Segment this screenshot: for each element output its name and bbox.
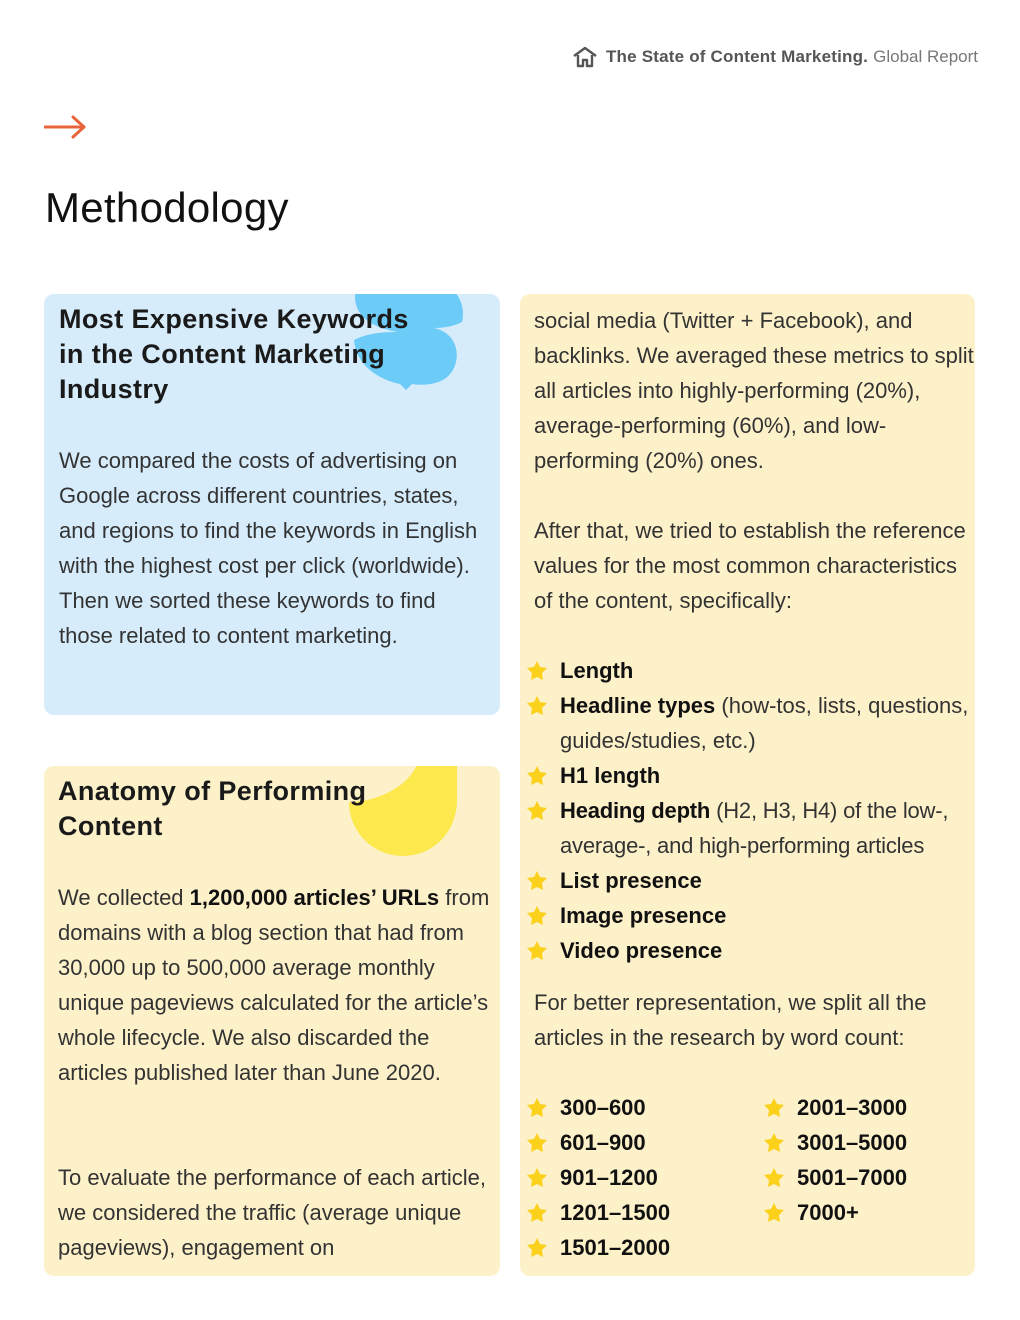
star-bullet-icon bbox=[763, 1168, 785, 1188]
word-count-column-left bbox=[520, 1090, 750, 1265]
star-bullet-icon bbox=[526, 696, 548, 716]
star-bullet-icon bbox=[526, 1203, 548, 1223]
anatomy-card bbox=[44, 766, 500, 1276]
keywords-body: We compared the costs of advertising on Google across different countries, states, and regions to find the keywords in English with the highest cost per click (worldwide). Then we sorted these keywords to find those related to content marketing. bbox=[59, 448, 478, 648]
word-count-column-right bbox=[757, 1090, 975, 1230]
list-item: 3001–5000 bbox=[757, 1125, 975, 1160]
list-item: List presence bbox=[520, 863, 975, 898]
methodology-details-card bbox=[520, 294, 975, 1276]
list-item: 300–600 bbox=[520, 1090, 750, 1125]
list-item: Image presence bbox=[520, 898, 975, 933]
home-icon bbox=[572, 46, 598, 68]
metrics-paragraph: social media (Twitter + Facebook), and backlinks. We averaged these metrics to split all articles into highly-performing (20%), average-performing (60%), and low-performing (20%) ones. bbox=[534, 308, 974, 473]
star-bullet-icon bbox=[526, 801, 548, 821]
list-item: 901–1200 bbox=[520, 1160, 750, 1195]
page-title: Methodology bbox=[45, 184, 289, 231]
report-subtitle: Global Report bbox=[873, 47, 978, 66]
list-item: 601–900 bbox=[520, 1125, 750, 1160]
list-item: H1 length bbox=[520, 758, 975, 793]
star-bullet-icon bbox=[526, 661, 548, 681]
list-item: Headline types (how-tos, lists, questions, guides/studies, etc.) bbox=[520, 688, 975, 758]
star-bullet-icon bbox=[763, 1203, 785, 1223]
list-item: 5001–7000 bbox=[757, 1160, 975, 1195]
star-bullet-icon bbox=[526, 906, 548, 926]
star-bullet-icon bbox=[526, 1168, 548, 1188]
star-bullet-icon bbox=[526, 766, 548, 786]
star-bullet-icon bbox=[526, 1133, 548, 1153]
report-header bbox=[572, 46, 978, 68]
list-item: 7000+ bbox=[757, 1195, 975, 1230]
anatomy-body-2: To evaluate the performance of each article, we considered the traffic (average unique pageviews), engagement on bbox=[58, 1165, 487, 1260]
star-bullet-icon bbox=[526, 1098, 548, 1118]
word-count-paragraph: For better representation, we split all the articles in the research by word count: bbox=[534, 990, 927, 1050]
reference-paragraph: After that, we tried to establish the reference values for the most common characteristics of the content, specifically: bbox=[534, 518, 966, 613]
star-bullet-icon bbox=[526, 941, 548, 961]
star-bullet-icon bbox=[763, 1133, 785, 1153]
anatomy-heading: Anatomy of Performing Content bbox=[58, 776, 367, 841]
list-item: Length bbox=[520, 653, 975, 688]
characteristics-list bbox=[520, 653, 975, 968]
star-bullet-icon bbox=[763, 1098, 785, 1118]
keywords-card bbox=[44, 294, 500, 715]
list-item: 2001–3000 bbox=[757, 1090, 975, 1125]
list-item: 1201–1500 bbox=[520, 1195, 750, 1230]
list-item: 1501–2000 bbox=[520, 1230, 750, 1265]
star-bullet-icon bbox=[526, 871, 548, 891]
report-title: The State of Content Marketing. bbox=[605, 47, 869, 66]
keywords-heading: Most Expensive Keywords in the Content Marketing Industry bbox=[59, 304, 409, 404]
list-item: Video presence bbox=[520, 933, 975, 968]
arrow-right-icon bbox=[44, 114, 88, 140]
star-bullet-icon bbox=[526, 1238, 548, 1258]
anatomy-body-1: We collected 1,200,000 articles’ URLs from domains with a blog section that had from 30,000 up to 500,000 average monthly unique pageviews calculated for the article’s whole lifecycle. We also discarded the articles published later than June 2020. bbox=[58, 885, 490, 1085]
list-item: Heading depth (H2, H3, H4) of the low-, average-, and high-performing articles bbox=[520, 793, 975, 863]
